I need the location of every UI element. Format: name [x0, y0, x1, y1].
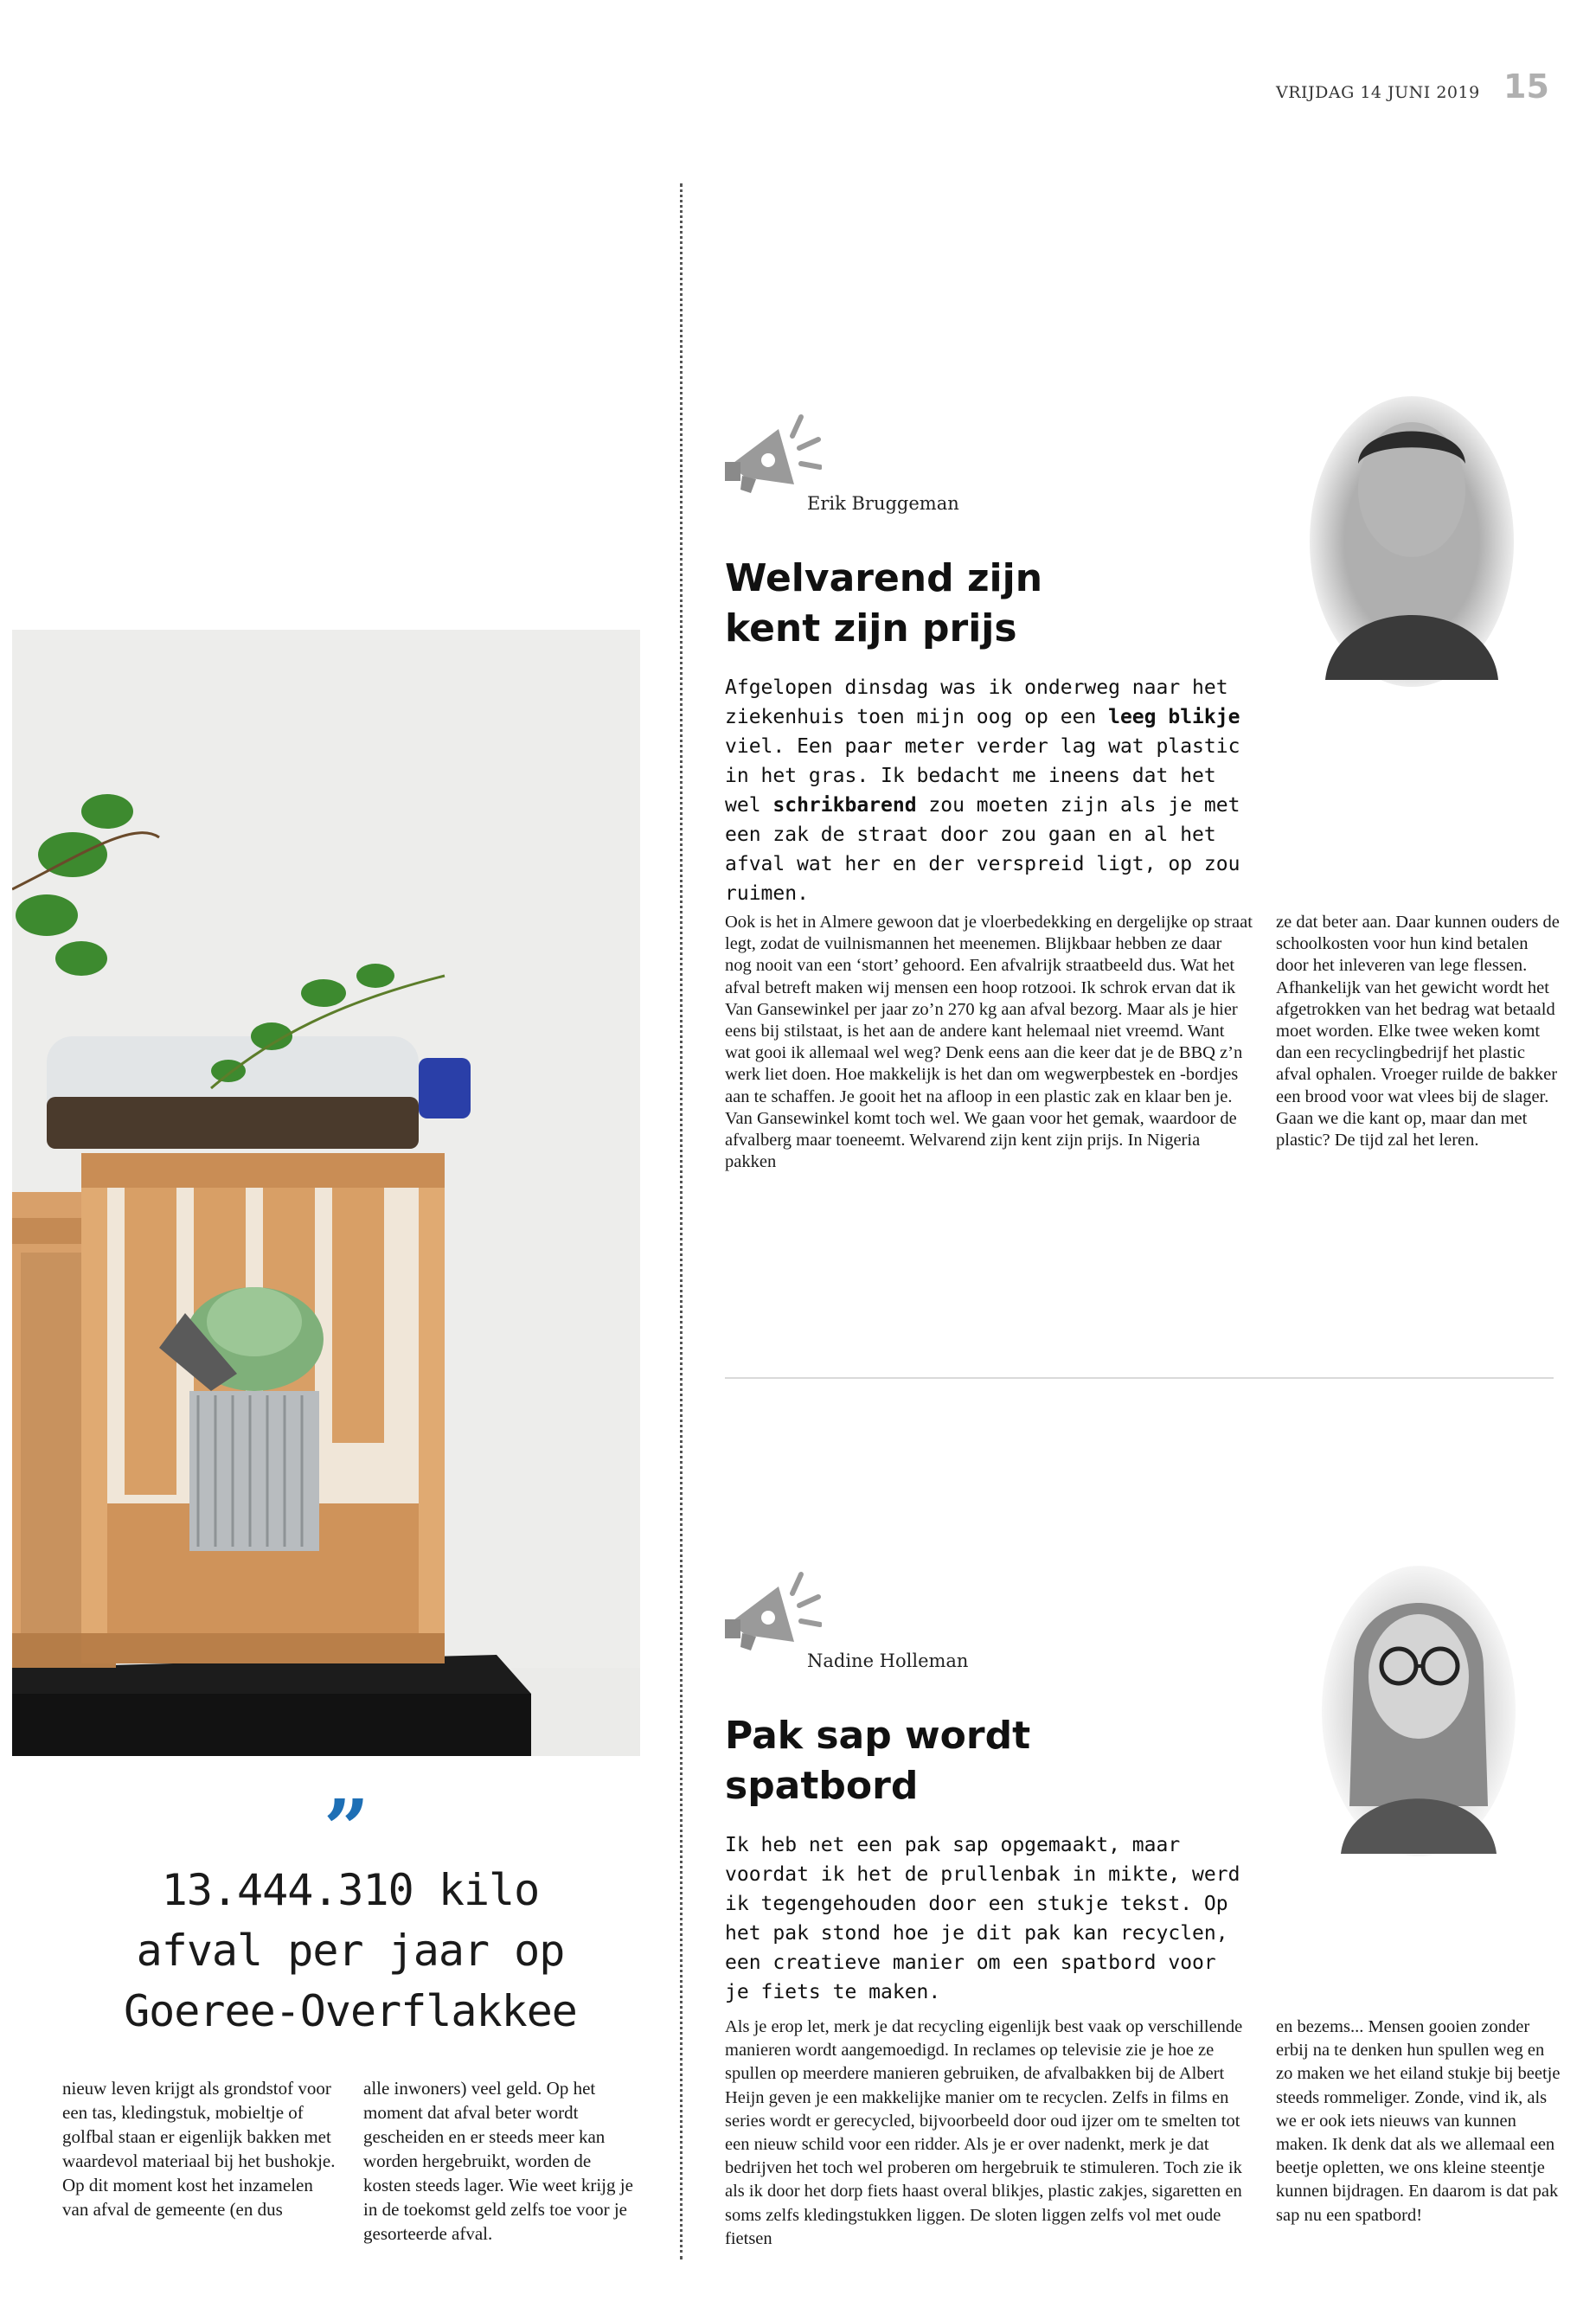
sidebar-column-2: alle inwoners) veel geld. Op het moment dat afval beter wordt gescheiden en er steeds meer kan worden hergebruikt, worden de kosten steeds lager. Wie weet krijg je in de toekomst geld zelfs toe voor je gesorteerde afval. [363, 2078, 633, 2244]
article-divider [725, 1377, 1554, 1379]
pull-quote-line: 13.444.310 kilo [161, 1865, 540, 1915]
author-portrait [1308, 394, 1516, 689]
headline-line: Pak sap wordt [725, 1714, 1031, 1758]
article-headline [725, 554, 1209, 654]
headline-line: kent zijn prijs [725, 606, 1017, 651]
intro-text: zou moeten zijn als je met een zak de straat door zou gaan en al het afval wat her en der verspreid ligt, op zou ruimen. [725, 794, 1240, 905]
megaphone-icon [725, 412, 822, 495]
intro-text: viel. Een paar meter verder lag wat plastic in het gras. Ik bedacht me ineens dat het wel [725, 735, 1240, 817]
pull-quote-line: afval per jaar op [136, 1926, 565, 1976]
intro-bold: leeg blikje [1108, 706, 1240, 728]
article-intro [725, 673, 1244, 908]
quote-mark: ” [324, 1782, 369, 1875]
pull-quote-line: Goeree-Overflakkee [124, 1986, 577, 2036]
article-body-column-2: ze dat beter aan. Daar kunnen ouders de schoolkosten voor hun kind betalen door het inleveren van lege flessen. Afhankelijk van het gewicht wordt het afgetrokken van het bedrag wat betaald moet worden. Elke twee weken komt dan een recyclingbedrijf het plastic afval ophalen. Vroeger ruilde de bakker een brood voor wat vlees bij de slager. Gaan we die kant op, maar dan met plastic? De tijd zal het leren. [1276, 913, 1560, 1150]
page-number: 15 [1503, 67, 1549, 106]
intro-text: Afgelopen dinsdag was ik onderweg naar het ziekenhuis toen mijn oog op een [725, 676, 1228, 728]
article-body-column-2: en bezems... Mensen gooien zonder erbij na te denken hun spullen weg en zo maken we het eiland stukje bij beetje steeds rommeliger. Zonde, vind ik, als we er ook iets nieuws van kunnen maken. Ik denk dat als we allemaal een beetje opletten, we ons kleine steentje kunnen bijdragen. En daarom is dat pak sap nu een spatbord! [1276, 2017, 1561, 2225]
author-portrait [1319, 1564, 1518, 1858]
author-name: Erik Bruggeman [807, 493, 959, 514]
article-headline [725, 1711, 1209, 1811]
intro-bold: schrikbarend [772, 794, 917, 817]
author-name: Nadine Holleman [807, 1650, 969, 1671]
headline-line: spatbord [725, 1764, 919, 1808]
article-intro: Ik heb net een pak sap opgemaakt, maar voordat ik het de prullenbak in mikte, werd ik tegengehouden door een stukje tekst. Op het pak stond hoe je dit pak kan recyclen, een creatieve manier om een spatbord voor je fiets te maken. [725, 1834, 1240, 2003]
megaphone-icon [725, 1569, 822, 1652]
pull-quote [87, 1860, 614, 2041]
issue-date: VRIJDAG 14 JUNI 2019 [1276, 83, 1480, 102]
sidebar-column-1: nieuw leven krijgt als grondstof voor een tas, kledingstuk, mobieltje of golfbal staan er eigenlijk bakken met waardevol materiaal bij het bushokje. Op dit moment kost het inzamelen van afval de gemeente (en dus [62, 2078, 336, 2220]
recycling-photo [12, 630, 640, 1756]
article-body-column-1: Als je erop let, merk je dat recycling eigenlijk best vaak op verschillende manieren wordt aangemoedigd. In reclames op televisie zie je hoe ze spullen op meerdere manieren gebruiken, de afvalbakken bij de Albert Heijn geven je een makkelijke manier om te recyclen. Zelfs in films en series wordt er gerecycled, bijvoorbeeld door oud ijzer om te smelten tot een nieuw schild voor een ridder. Als je er over nadenkt, merk je dat bedrijven het toch wel proberen om hergebruik te stimuleren. Toch zie ik als ik door het dorp fiets haast overal blikjes, plastic zakjes, sigaretten en soms zelfs kledingstukken liggen. De sloten liggen zelfs vol met oude fietsen [725, 2017, 1243, 2248]
article-body-column-1: Ook is het in Almere gewoon dat je vloerbedekking en dergelijke op straat legt, zodat de vuilnismannen het meenemen. Blijkbaar hebben ze daar nog nooit van een ‘stort’ gehoord. Een afvalrijk straatbeeld dus. Wat het afval betreft maken wij mensen een hoop rotzooi. Ik schrok ervan dat ik Van Gansewinkel per jaar zo’n 270 kg aan afval bezorg. Maar als je hier eens bij stilstaat, is het aan de andere kant helemaal niet vreemd. Want wat gooi ik allemaal wel weg? Denk eens aan die keer dat je de BBQ z’n werk liet doen. Hoe makkelijk is het dan om wegwerpbestek en -bordjes aan te schaffen. Je gooit het na afloop in een plastic zak en klaar ben je. Van Gansewinkel komt toch wel. We gaan voor het gemak, waardoor de afvalberg maar toeneemt. Welvarend zijn kent zijn prijs. In Nigeria pakken [725, 913, 1253, 1172]
column-divider [680, 183, 683, 2259]
headline-line: Welvarend zijn [725, 556, 1043, 600]
